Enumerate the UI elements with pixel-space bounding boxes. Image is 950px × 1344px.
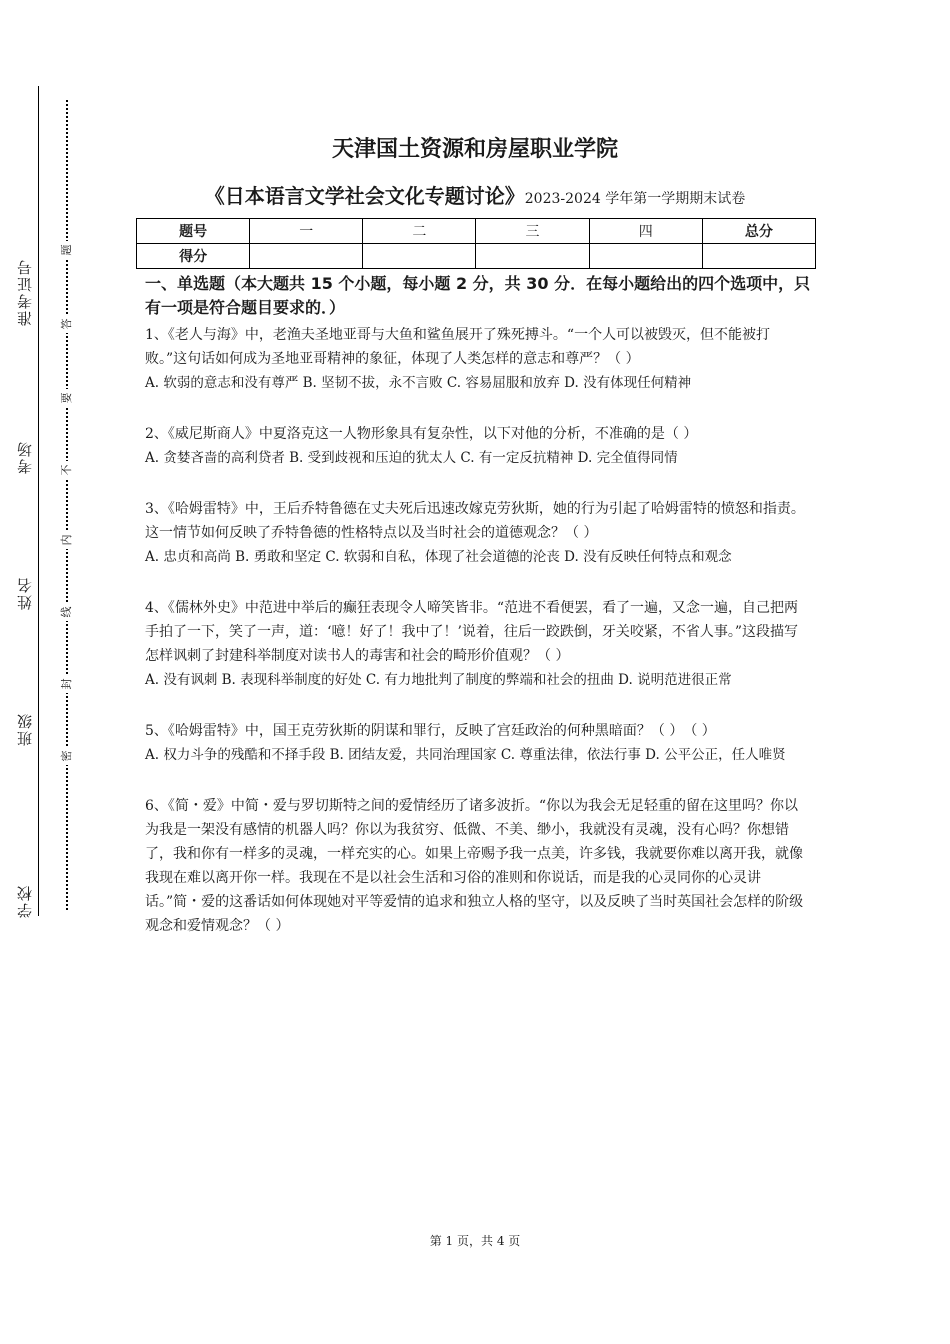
page-number: 第 1 页，共 4 页 <box>429 1234 521 1248</box>
question-stem: 6、《简・爱》中简・爱与罗切斯特之间的爱情经历了诸多波折。“你以为我会无足轻重的留在这里吗？你以为我是一架没有感情的机器人吗？你以为我贫穷、低微、不美、缈小，我就没有灵魂，没有心吗？你想错了，我和你有一样多的灵魂，一样充实的心。如果上帝赐予我一点美，许多钱，我就要你难以离开我，就像我现在难以离开你一样。我现在不是以社会生活和习俗的准则和你说话，而是我的心灵同你的心灵讲话。”简・爱的这番话如何体现她对平等爱情的追求和独立人格的坚守，以及反映了当时英国社会怎样的阶级观念和爱情观念？（ ） <box>145 798 804 934</box>
score-cell <box>363 244 476 269</box>
course-title: 《日本语言文学社会文化专题讨论》 <box>204 184 525 208</box>
question-options: A. 没有讽刺 B. 表现科举制度的好处 C. 有力地批判了制度的弊端和社会的扭曲 D. 说明范进很正常 <box>145 672 732 688</box>
question-options: A. 权力斗争的残酷和不择手段 B. 团结友爱，共同治理国家 C. 尊重法律，依法行事 D. 公平公正，任人唯贤 <box>145 747 786 763</box>
seal-char: 封 <box>59 675 75 693</box>
score-header-cell: 一 <box>250 219 363 244</box>
question-stem: 2、《威尼斯商人》中夏洛克这一人物形象具有复杂性，以下对他的分析，不准确的是（ ） <box>145 426 698 442</box>
score-row-label: 得分 <box>137 244 250 269</box>
school-title: 天津国土资源和房屋职业学院 <box>331 137 618 162</box>
school-label: 学校 <box>16 884 34 918</box>
question-stem: 3、《哈姆雷特》中，王后乔特鲁德在丈夫死后迅速改嫁克劳狄斯，她的行为引起了哈姆雷特的愤怒和指责。这一情节如何反映了乔特鲁德的性格特点以及当时社会的道德观念？（ ） <box>145 501 805 541</box>
question-stem: 1、《老人与海》中，老渔夫圣地亚哥与大鱼和鲨鱼展开了殊死搏斗。“一个人可以被毁灭，但不能被打败。”这句话如何成为圣地亚哥精神的象征，体现了人类怎样的意志和尊严？（ ） <box>145 327 771 367</box>
question-stem: 4、《儒林外史》中范进中举后的癫狂表现令人啼笑皆非。“范进不看便罢，看了一遍，又念一遍，自己把两手拍了一下，笑了一声，道：‘噫！好了！我中了！’说着，往后一跤跌倒，牙关咬紧，不省人事。”这段描写怎样讽刺了封建科举制度对读书人的毒害和社会的畸形价值观？（ ） <box>145 600 799 664</box>
question-options: A. 忠贞和高尚 B. 勇敢和坚定 C. 软弱和自私，体现了社会道德的沦丧 D. 没有反映任何特点和观念 <box>145 549 732 565</box>
seal-char: 不 <box>59 461 75 479</box>
exam-title <box>0 180 950 209</box>
score-header-cell: 三 <box>476 219 589 244</box>
binding-line <box>38 86 39 916</box>
score-cell <box>702 244 815 269</box>
exam-content <box>145 272 811 964</box>
score-header-cell: 二 <box>363 219 476 244</box>
score-cell <box>589 244 702 269</box>
question-item <box>145 596 811 693</box>
score-cell <box>476 244 589 269</box>
question-item <box>145 422 811 471</box>
question-stem: 5、《哈姆雷特》中，国王克劳狄斯的阴谋和罪行，反映了宫廷政治的何种黑暗面？（ ） （ ） <box>145 723 716 739</box>
section-title: 一、单选题（本大题共 15 个小题，每小题 2 分，共 30 分．在每小题给出的四个选项中，只有一项是符合题目要求的．） <box>145 274 811 317</box>
exam-number-label: 准考证号 <box>16 258 34 326</box>
seal-dotted-line <box>66 100 68 910</box>
question-item <box>145 497 811 570</box>
question-options: A. 贪婪吝啬的高利贷者 B. 受到歧视和压迫的犹太人 C. 有一定反抗精神 D. 完全值得同情 <box>145 450 678 466</box>
class-label: 班级 <box>16 712 34 746</box>
term-label: 2023-2024 学年第一学期期末试卷 <box>524 191 746 207</box>
question-item <box>145 719 811 768</box>
score-header-cell: 总分 <box>702 219 815 244</box>
seal-char: 题 <box>59 241 75 259</box>
score-table-score-row <box>137 244 816 269</box>
question-options: A. 软弱的意志和没有尊严 B. 坚韧不拔，永不言败 C. 容易屈服和放弃 D. 没有体现任何精神 <box>145 375 692 391</box>
seal-char: 线 <box>59 603 75 621</box>
seal-char: 密 <box>59 747 75 765</box>
exam-room-label: 考场 <box>16 440 34 474</box>
seal-char: 内 <box>59 531 75 549</box>
question-item <box>145 794 811 938</box>
score-table <box>136 218 816 269</box>
score-cell <box>250 244 363 269</box>
score-table-header-row <box>137 219 816 244</box>
score-header-cell: 四 <box>589 219 702 244</box>
seal-char: 要 <box>59 389 75 407</box>
question-item <box>145 323 811 396</box>
name-label: 姓名 <box>16 576 34 610</box>
score-header-cell: 题号 <box>137 219 250 244</box>
seal-char: 答 <box>59 315 75 333</box>
